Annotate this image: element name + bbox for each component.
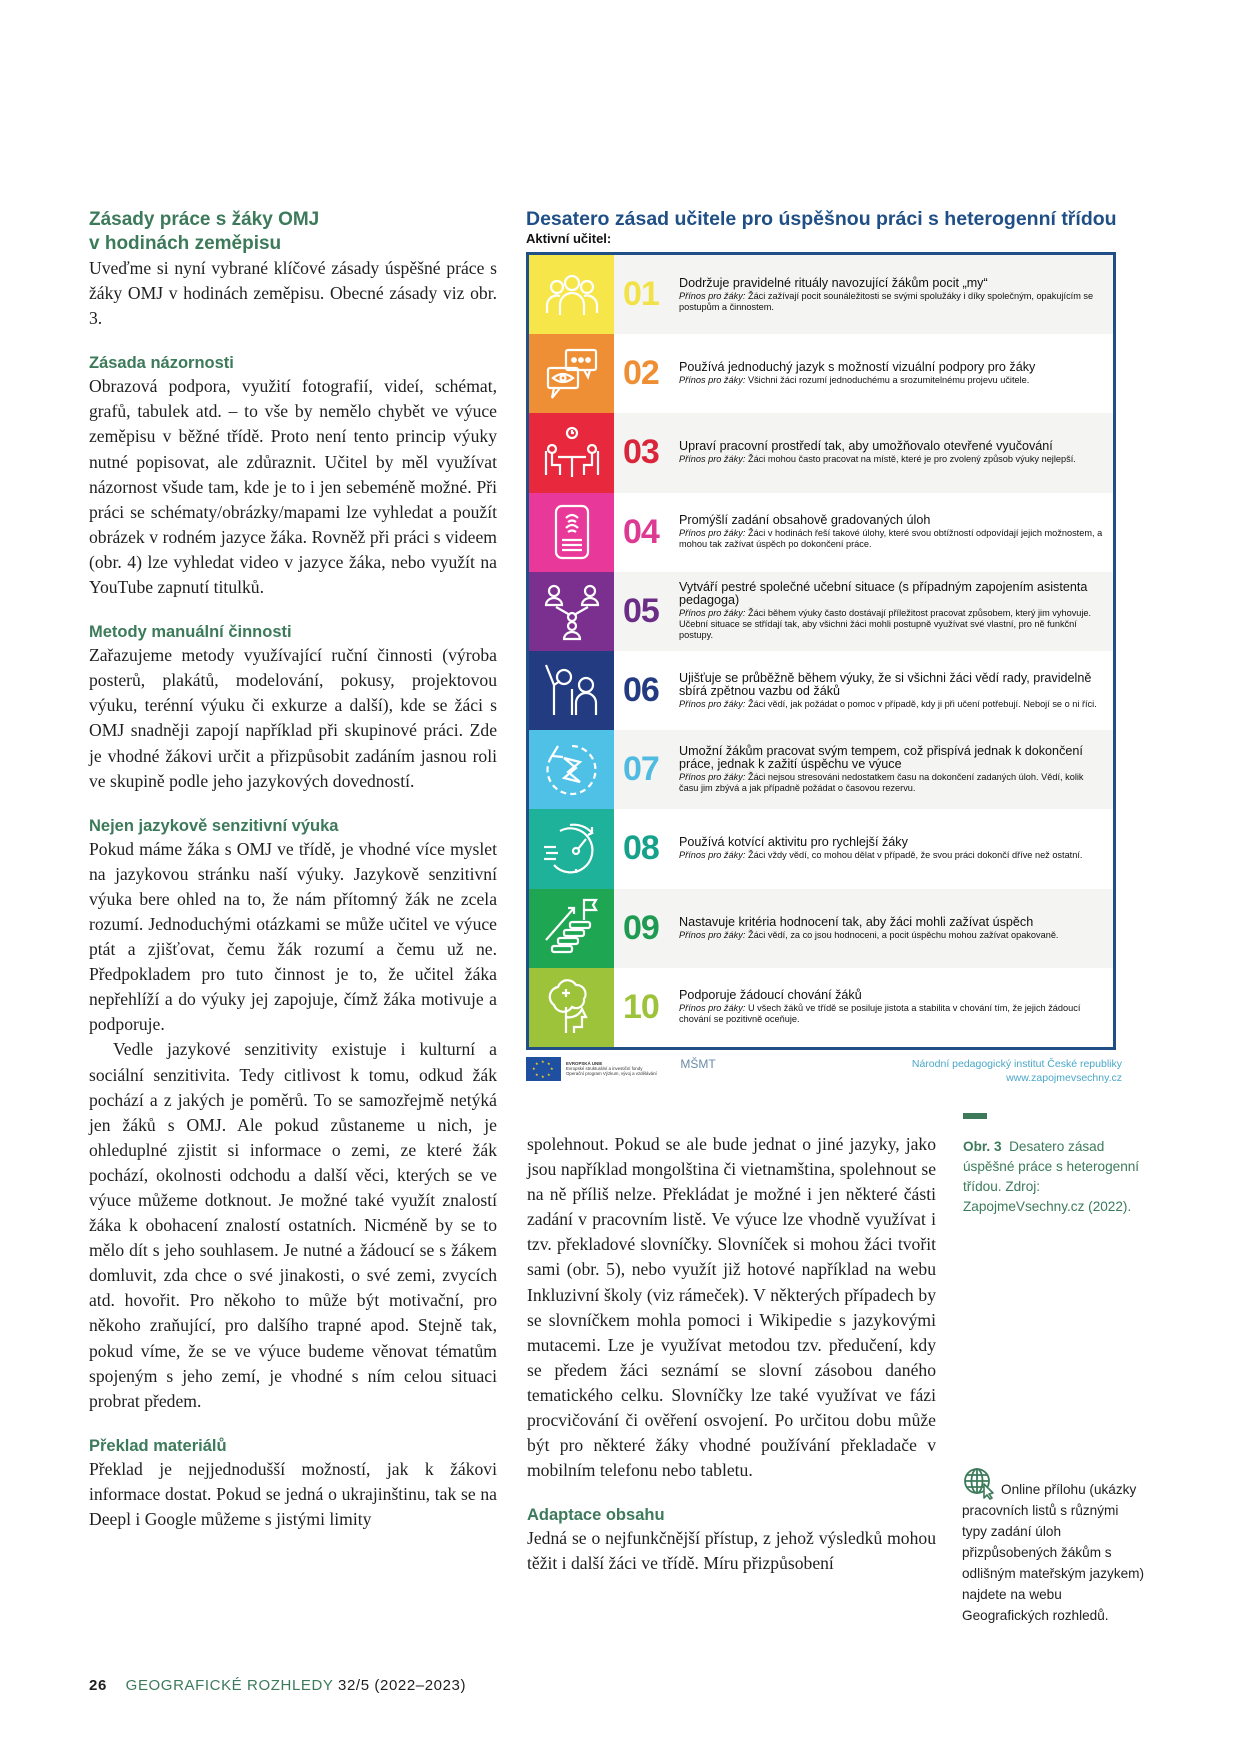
infographic-icon-cell bbox=[529, 572, 614, 651]
eu-flag-icon: ★ ★ ★ ★ ★ ★ ★ ★ bbox=[526, 1057, 561, 1081]
intro-paragraph: Uveďme si nyní vybrané klíčové zásady úspěšné práce s žáky OMJ v hodinách zeměpisu. Obecné zásady viz obr. 3. bbox=[89, 258, 497, 329]
magazine-name: GEOGRAFICKÉ ROZHLEDY bbox=[125, 1677, 334, 1694]
item-benefit: Přínos pro žáky: Žáci vědí, za co jsou hodnoceni, a pocit úspěchu mohou zažívat opakovaně. bbox=[679, 929, 1059, 940]
page-number: 26 bbox=[89, 1677, 107, 1694]
infographic-icon-cell bbox=[529, 651, 614, 730]
infographic-icon-cell bbox=[529, 334, 614, 413]
item-heading: Dodržuje pravidelné rituály navozující žákům pocit „my“ bbox=[679, 275, 988, 290]
item-number: 01 bbox=[623, 275, 659, 314]
infographic-text-cell bbox=[614, 730, 1113, 809]
item-heading: Umožní žákům pracovat svým tempem, což přispívá jednak k dokončení práce, jednak k zažití úspěchu ve výuce bbox=[679, 744, 1083, 772]
item-body bbox=[679, 989, 1103, 1025]
infographic-icon-cell bbox=[529, 968, 614, 1047]
item-number: 07 bbox=[623, 750, 659, 789]
section-heading-preklad: Překlad materiálů bbox=[89, 1436, 227, 1455]
item-body bbox=[679, 581, 1103, 641]
item-body bbox=[679, 514, 1103, 550]
item-heading: Nastavuje kritéria hodnocení tak, aby žáci mohli zažívat úspěch bbox=[679, 914, 1034, 929]
infographic-item bbox=[529, 493, 1113, 572]
item-benefit: Přínos pro žáky: Žáci vědí, jak požádat o pomoc v případě, kdy ji při učení potřebují. Nebojí se o ni říci. bbox=[679, 698, 1097, 709]
item-body bbox=[679, 440, 1103, 465]
raised-hand-icon bbox=[540, 659, 604, 723]
issue-number: 32/5 (2022–2023) bbox=[338, 1677, 467, 1694]
classroom-desk-icon bbox=[540, 421, 604, 485]
infographic-title: Desatero zásad učitele pro úspěšnou práci s heterogenní třídou bbox=[526, 208, 1117, 230]
hourglass-cycle-icon bbox=[540, 738, 604, 802]
item-number: 09 bbox=[623, 908, 659, 947]
npi-url[interactable]: www.zapojmevsechny.cz bbox=[1006, 1071, 1122, 1084]
infographic-icon-cell bbox=[529, 255, 614, 334]
item-benefit: Přínos pro žáky: Žáci mohou často pracovat na místě, které je pro zvolený způsob výuky nejlepší. bbox=[679, 454, 1076, 465]
section-heading-adaptace: Adaptace obsahu bbox=[527, 1506, 665, 1525]
section-paragraph: Jedná se o nejfunkčnější přístup, z jehož výsledků mohou těžit i další žáci ve třídě. Míru přizpůsobení bbox=[527, 1528, 936, 1574]
item-body bbox=[679, 836, 1103, 861]
section-heading-nazornost: Zásada názornosti bbox=[89, 354, 234, 373]
figure-caption bbox=[963, 1113, 1143, 1217]
continued-paragraph: spolehnout. Pokud se ale bude jednat o jiné jazyky, jako jsou například mongolština či vietnamština, spolehnout se na ně příliš nelze. Překládat je možné i jen některé části zadání v pracovním listě. Ve výuce lze vhodně využívat i tzv. překladové slovníčky. Slovníček si mohou žáci tvořit sami (obr. 5), nebo využít již hotové například na webu Inkluzivní školy (viz rámeček). V některých případech by se slovníčkem mohla pomoci i Wikipedie s jazykovými mutacemi. Lze je využívat metodou tzv. předučení, kdy se předem žáci seznámí se slovní zásobou daného tematického celku. Slovníčky lze také využívat ve fázi procvičování či ověření osvojení. Po určitou dobu může být pro některé žáky vhodné používání překladače v mobilním telefonu nebo tabletu. bbox=[527, 1134, 936, 1481]
infographic-icon-cell bbox=[529, 413, 614, 492]
infographic-text-cell bbox=[614, 334, 1113, 413]
infographic-icon-cell bbox=[529, 493, 614, 572]
item-heading: Upraví pracovní prostředí tak, aby umožňovalo otevřené vyučování bbox=[679, 439, 1053, 454]
infographic-text-cell bbox=[614, 572, 1113, 651]
msmt-logo: MŠMT bbox=[680, 1056, 716, 1071]
item-benefit: Přínos pro žáky: Všichni žáci rozumí jednoduchému a srozumitelnému projevu učitele. bbox=[679, 375, 1030, 386]
network-people-icon bbox=[540, 579, 604, 643]
infographic-text-cell bbox=[614, 889, 1113, 968]
caption-label: Obr. 3 bbox=[963, 1139, 1002, 1154]
section-paragraph: Obrazová podpora, využití fotografií, videí, schémat, grafů, tabulek atd. – to vše by nemělo chybět ve výuce zeměpisu v běžné třídě. Proto není tento princip výuky nutné popisovat, ale zdůraznit. Učitel by měl využívat názornost všude tam, kde je to i jen sebeméně možné. Při práci se schématy/obrázky/mapami lze vyhledat a použít obrázek v rodném jazyce žáka. Rovněž při práci s videem (obr. 4) lze vyhledat video v jazyce žáka, nebo využít na YouTube zapnutí titulků. bbox=[89, 376, 497, 598]
item-number: 05 bbox=[623, 591, 659, 630]
group-people-icon bbox=[540, 263, 604, 327]
item-heading: Ujišťuje se průběžně během výuky, že si všichni žáci vědí rady, pravidelně sbírá zpětnou vazbu od žáků bbox=[679, 670, 1092, 698]
item-benefit: Přínos pro žáky: Žáci během výuky často dostávají příležitost pracovat způsobem, který jim vyhovuje. Učební situace se střídají tak, aby všichni žáci mohli postupně využívat své vlastní, pro ně funkční postupy. bbox=[679, 608, 1092, 641]
caption-bar bbox=[963, 1113, 987, 1119]
item-heading: Používá kotvící aktivitu pro rychlejší žáky bbox=[679, 835, 908, 850]
online-note-text: Online přílohu (ukázky pracovních listů s různými typy zadání úloh přizpůsobených žákům s odlišným mateřským jazykem) najdete na webu Geografických rozhledů. bbox=[962, 1482, 1145, 1623]
section-heading-senzitivni: Nejen jazykově senzitivní výuka bbox=[89, 816, 339, 835]
article-title: Zásady práce s žáky OMJ v hodinách zeměpisu bbox=[89, 209, 320, 254]
infographic-item bbox=[529, 968, 1113, 1047]
head-thought-plus-icon bbox=[540, 975, 604, 1039]
section-paragraph: Vedle jazykové senzitivity existuje i kulturní a sociální senzitivita. Tedy citlivost k tomu, odkud žák pochází a z jakých je poměrů. To se samozřejmě netýká jen žáků s OMJ. Ale pokud zůstaneme u nich, je ohleduplné zjistit si informace o zemi, ze které žák pochází, okolnosti odchodu a další věci, kterých se ve výuce můžeme dotknout. Je možné také využít znalostí žáka k obohacení znalostí ostatních. Nicméně by se to mělo dít s jeho souhlasem. Je nutné a žádoucí se s žákem domluvit, zda chce o své jinakosti, o své zemi, zvycích atd. hovořit. Pro někoho to může být motivační, pro někoho zraňující, pro dalšího trapné apod. Stejně tak, pokud víme, že se ve výuce budeme věnovat tématům spojeným s jeho zemí, je vhodné s ním celou situaci probrat předem. bbox=[89, 1039, 497, 1411]
section-paragraph: Zařazujeme metody využívající ruční činnosti (výroba posterů, plakátů, modelování, pokusy, projektovou výuku, terénní výuku či exkurze a další), kde se žáci s OMJ snadněji zapojí například při skupinové práci. Zde je vhodné žákovi určit a přizpůsobit zadáním jasnou roli ve skupině podle jeho jazykových dovedností. bbox=[89, 645, 497, 791]
item-heading: Používá jednoduchý jazyk s možností vizuální podpory pro žáky bbox=[679, 360, 1036, 375]
item-heading: Vytváří pestré společné učební situace (s případným zapojením asistenta pedagoga) bbox=[679, 580, 1088, 608]
section-paragraph: Pokud máme žáka s OMJ ve třídě, je vhodné více myslet na jazykovou stránku naší výuky. Jazykově senzitivní výuka bere ohled na to, že nám přítomný žák ne zcela rozumí. Jednoduchými otázkami se může učitel ve výuce ptát a zjišťovat, čemu žák rozumí a čemu už ne. Předpokladem pro tuto činnost je to, že učitel žáka nepřehlíží a do výuky jej zapojuje, čímž žáka motivuje a podporuje. bbox=[89, 838, 497, 1035]
item-benefit: Přínos pro žáky: Žáci v hodinách řeší takové úlohy, které svou obtížností odpovídají jejich možnostem, a mohou tak zažívat úspěch po dokončení práce. bbox=[679, 528, 1103, 550]
item-body bbox=[679, 916, 1103, 941]
infographic-text-cell bbox=[614, 413, 1113, 492]
item-benefit: Přínos pro žáky: Žáci vždy vědí, co mohou dělat v případě, že svou práci dokončí dříve než ostatní. bbox=[679, 850, 1083, 861]
eu-text: EVROPSKÁ UNIE Evropské strukturální a investiční fondy Operační program Výzkum, vývoj a vzdělávání bbox=[566, 1061, 657, 1077]
graded-tasks-icon bbox=[540, 500, 604, 564]
online-attachment-note bbox=[962, 1466, 1147, 1626]
globe-cursor-icon bbox=[962, 1466, 998, 1500]
item-body bbox=[679, 745, 1103, 794]
middle-column bbox=[527, 1132, 936, 1577]
infographic-text-cell bbox=[614, 651, 1113, 730]
item-body bbox=[679, 361, 1103, 386]
infographic-icon-cell bbox=[529, 889, 614, 968]
item-number: 10 bbox=[623, 987, 659, 1026]
infographic-item bbox=[529, 255, 1113, 334]
item-body bbox=[679, 672, 1103, 710]
page-footer bbox=[89, 1677, 466, 1694]
infographic-icon-cell bbox=[529, 730, 614, 809]
infographic-text-cell bbox=[614, 809, 1113, 888]
item-benefit: Přínos pro žáky: Žáci zažívají pocit sounáležitosti se svými spolužáky i díky společným, opakujícím se postupům a činnostem. bbox=[679, 290, 1094, 312]
item-number: 03 bbox=[623, 433, 659, 472]
infographic-item bbox=[529, 334, 1113, 413]
eu-logo bbox=[526, 1057, 666, 1081]
item-benefit: Přínos pro žáky: U všech žáků ve třídě se posiluje jistota a stabilita v chování tím, že jejich žádoucí chování se pozitivně oceňuje. bbox=[679, 1003, 1081, 1025]
infographic-list bbox=[526, 252, 1116, 1050]
item-number: 02 bbox=[623, 354, 659, 393]
infographic-item bbox=[529, 413, 1113, 492]
npi-credit: Národní pedagogický institut České republiky www.zapojmevsechny.cz bbox=[911, 1057, 1122, 1084]
infographic-item bbox=[529, 572, 1113, 651]
stopwatch-fast-icon bbox=[540, 817, 604, 881]
item-number: 08 bbox=[623, 829, 659, 868]
infographic-item bbox=[529, 809, 1113, 888]
left-column bbox=[89, 208, 497, 1532]
item-heading: Promýšlí zadání obsahově gradovaných úloh bbox=[679, 513, 931, 528]
infographic-desatero bbox=[526, 208, 1122, 1097]
infographic-item bbox=[529, 651, 1113, 730]
section-paragraph: Překlad je nejjednodušší možností, jak k žákovi informace dostat. Pokud se jedná o ukrajinštinu, tak se na Deepl i Google můžeme s jistými limity bbox=[89, 1458, 497, 1530]
infographic-item bbox=[529, 889, 1113, 968]
item-benefit: Přínos pro žáky: Žáci nejsou stresováni nedostatkem času na dokončení zadaných úloh. Vědí, kolik času jim zbývá a jak případně požádat o časovou rezervu. bbox=[679, 772, 1084, 794]
infographic-icon-cell bbox=[529, 809, 614, 888]
item-number: 04 bbox=[623, 512, 659, 551]
infographic-text-cell bbox=[614, 255, 1113, 334]
infographic-text-cell bbox=[614, 968, 1113, 1047]
item-body bbox=[679, 277, 1103, 313]
infographic-text-cell bbox=[614, 493, 1113, 572]
speech-bubbles-eye-icon bbox=[540, 342, 604, 406]
item-number: 06 bbox=[623, 671, 659, 710]
stairs-flag-icon bbox=[540, 896, 604, 960]
infographic-item bbox=[529, 730, 1113, 809]
infographic-footer bbox=[526, 1057, 1122, 1097]
caption-text: Desatero zásad úspěšné práce s heterogenní třídou. Zdroj: ZapojmeVsechny.cz (2022). bbox=[963, 1139, 1140, 1214]
item-heading: Podporuje žádoucí chování žáků bbox=[679, 988, 862, 1003]
section-heading-manualni: Metody manuální činnosti bbox=[89, 623, 292, 642]
infographic-subtitle: Aktivní učitel: bbox=[526, 231, 612, 246]
